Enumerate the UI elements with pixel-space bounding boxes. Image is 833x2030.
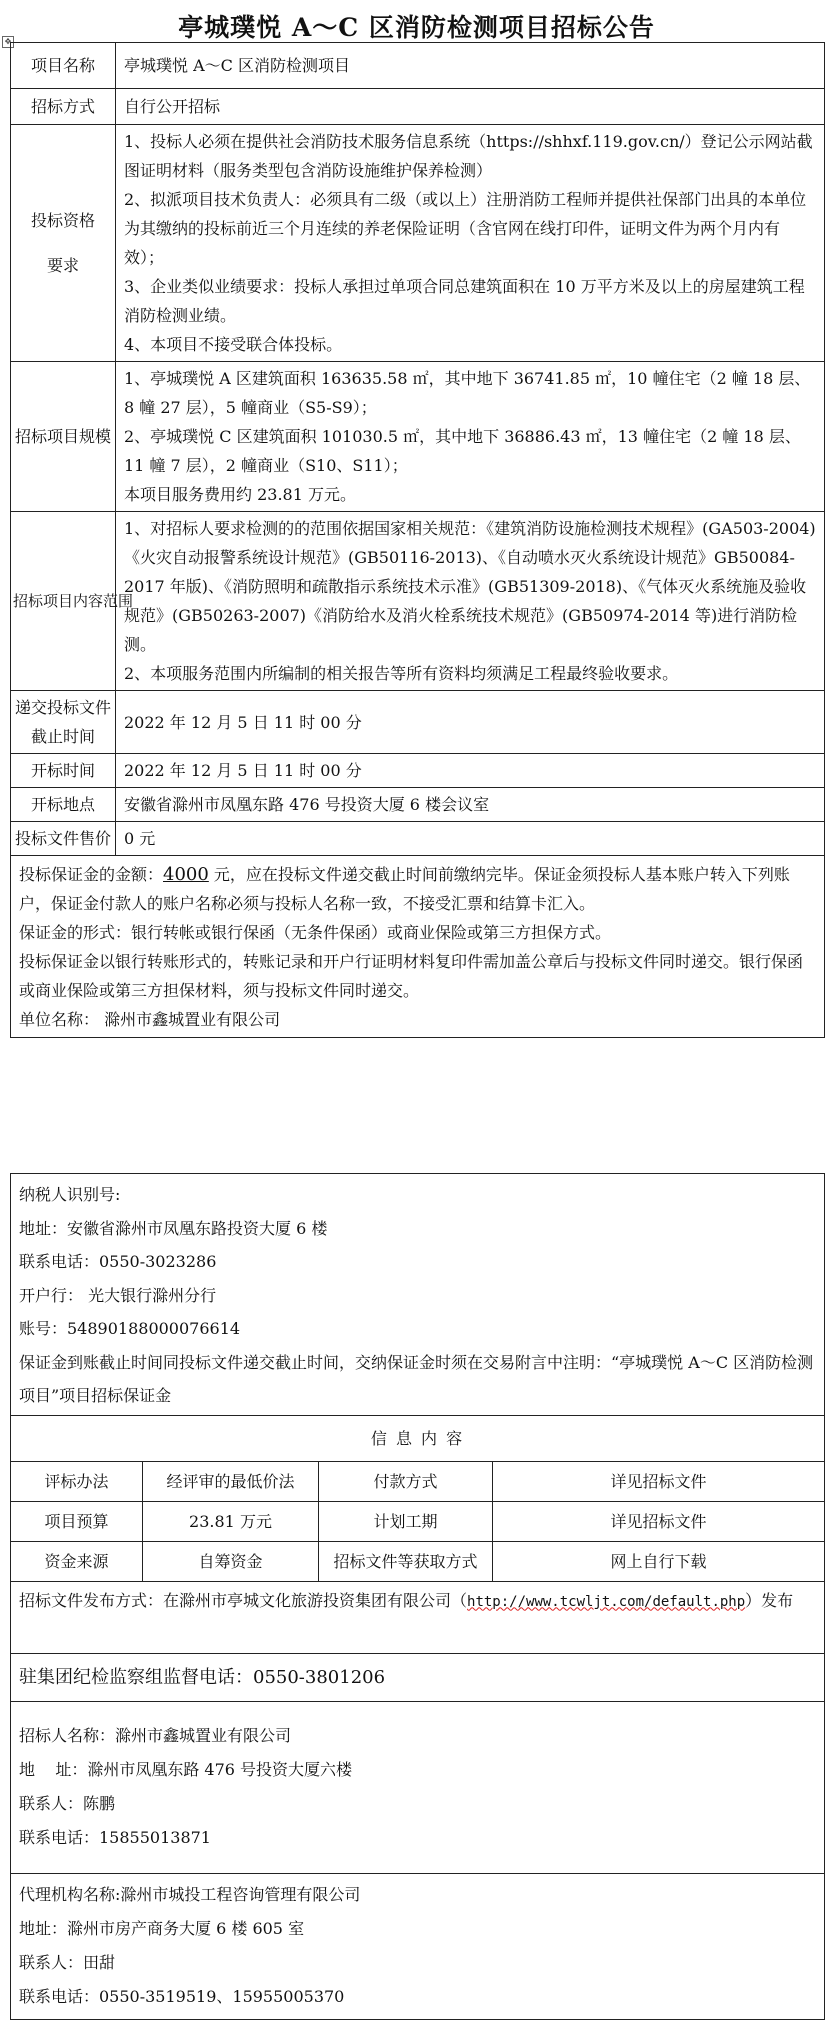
info-header: 信 息 内 容: [11, 1415, 825, 1461]
row-opening-time: [11, 754, 825, 788]
bank-phone: 联系电话：0550-3023286: [19, 1252, 217, 1271]
info-cell: 23.81 万元: [143, 1501, 319, 1541]
row-supervision: [11, 1653, 825, 1701]
qualification-item-4: 4、本项目不接受联合体投标。: [124, 335, 343, 354]
deposit-unit: 单位名称： 滁州市鑫城置业有限公司: [19, 1010, 281, 1029]
main-table: [10, 42, 825, 1038]
bank-info-cell: [11, 1174, 825, 1416]
info-row: [11, 1541, 825, 1581]
scale-item-1: 1、亭城璞悦 A 区建筑面积 163635.58 ㎡，其中地下 36741.85 ㎡，10 幢住宅（2 幢 18 层、8 幢 27 层），5 幢商业（S5-S9）；: [124, 369, 811, 417]
doc-price-label: 投标文件售价: [11, 822, 116, 856]
tender-method-value: 自行公开招标: [116, 89, 825, 125]
info-cell: 资金来源: [11, 1541, 143, 1581]
row-agency: [11, 1873, 825, 2019]
info-cell: 自筹资金: [143, 1541, 319, 1581]
opening-time-value: 2022 年 12 月 5 日 11 时 00 分: [116, 754, 825, 788]
agency-contact: 联系人：田甜: [19, 1953, 116, 1972]
tenderer-cell: [11, 1701, 825, 1873]
info-row: [11, 1461, 825, 1501]
info-cell: 详见招标文件: [493, 1461, 825, 1501]
publish-cell: [11, 1581, 825, 1653]
content-item-1: 1、对招标人要求检测的的范围依据国家相关规范：《建筑消防设施检测技术规程》(GA503-2004) 《火灾自动报警系统设计规范》(GB50116-2013)、《自动喷水灭火系统设计规范》GB50084-2017 年版)、《消防照明和疏散指示系统技术示准》(GB51309-2018)、《气体灭火系统施及验收规范》(GB50263-2007)《消防给水及消火栓系统技术规范》(GB50974-2014 等)进行消防检测。: [124, 519, 816, 654]
info-cell: 经评审的最低价法: [143, 1461, 319, 1501]
deposit-cell: [11, 856, 825, 1038]
tenderer-phone: 联系电话：15855013871: [19, 1828, 211, 1847]
deadline-label-line1: 递交投标文件: [14, 698, 111, 717]
tenderer-name: 招标人名称：滁州市鑫城置业有限公司: [19, 1726, 292, 1745]
deposit-amount: 4000: [163, 864, 209, 885]
info-cell: 付款方式: [319, 1461, 493, 1501]
agency-address: 地址：滁州市房产商务大厦 6 楼 605 室: [19, 1919, 305, 1938]
doc-price-value: 0 元: [116, 822, 825, 856]
row-bank-info: [11, 1174, 825, 1416]
deposit-amount-paragraph: [19, 860, 816, 918]
deposit-note: 保证金到账截止时间同投标文件递交截止时间，交纳保证金时须在交易附言中注明：“亭城璞悦 A～C 区消防检测项目”项目招标保证金: [19, 1352, 814, 1405]
row-project-name: [11, 43, 825, 89]
row-scale: [11, 362, 825, 512]
deadline-label-line2: 截止时间: [30, 727, 95, 746]
scale-item-2: 2、亭城璞悦 C 区建筑面积 101030.5 ㎡，其中地下 36886.43 ㎡，13 幢住宅（2 幢 18 层、11 幢 7 层），2 幢商业（S10、S11）；: [124, 427, 801, 475]
info-cell: 招标文件等获取方式: [319, 1541, 493, 1581]
qualification-label-line1: 投标资格: [30, 211, 95, 230]
taxpayer-id: 纳税人识别号:: [19, 1185, 121, 1204]
info-cell: 项目预算: [11, 1501, 143, 1541]
qualification-label-line2: 要求: [46, 256, 79, 275]
publish-suffix: ）发布: [745, 1590, 794, 1610]
row-publish: [11, 1581, 825, 1653]
qualification-item-1: 1、投标人必须在提供社会消防技术服务信息系统（https://shhxf.119.gov.cn/）登记公示网站截图证明材料（服务类型包含消防设施维护保养检测）: [124, 132, 813, 180]
opening-place-label: 开标地点: [11, 788, 116, 822]
publish-url-link[interactable]: http://www.tcwljt.com/default.php: [467, 1593, 746, 1610]
publish-prefix: 招标文件发布方式：在滁州市亭城文化旅游投资集团有限公司（: [19, 1590, 468, 1610]
tenderer-address: 地 址：滁州市凤凰东路 476 号投资大厦六楼: [19, 1760, 353, 1779]
info-cell: 网上自行下载: [493, 1541, 825, 1581]
qualification-item-2: 2、拟派项目技术负责人：必须具有二级（或以上）注册消防工程师并提供社保部门出具的本单位为其缴纳的投标前近三个月连续的养老保险证明（含官网在线打印件，证明文件为两个月内有效）；: [124, 190, 807, 267]
bank-address: 地址：安徽省滁州市凤凰东路投资大厦 6 楼: [19, 1218, 328, 1238]
qualification-label: [11, 125, 116, 362]
row-info-header: [11, 1415, 825, 1461]
info-table: [10, 1173, 825, 2020]
content-item-2: 2、本项服务范围内所编制的相关报告等所有资料均须满足工程最终验收要求。: [124, 664, 679, 683]
row-deadline: [11, 691, 825, 754]
deposit-amount-suffix: 元，应在投标文件递交截止时间前缴纳完毕。保证金须投标人基本账户转入下列账户，保证金付款人的账户名称必须与投标人名称一致，不接受汇票和结算卡汇入。: [19, 865, 790, 913]
project-name-label: 项目名称: [11, 43, 116, 89]
qualification-item-3: 3、企业类似业绩要求：投标人承担过单项合同总建筑面积在 10 万平方米及以上的房屋建筑工程消防检测业绩。: [124, 277, 805, 325]
agency-cell: [11, 1873, 825, 2019]
table-move-handle-icon[interactable]: ✥: [2, 36, 14, 48]
content-label: 招标项目内容范围: [11, 512, 116, 691]
project-name-value: 亭城璞悦 A～C 区消防检测项目: [116, 43, 825, 89]
page-title: 亭城璞悦 A～C 区消防检测项目招标公告: [178, 13, 655, 42]
scale-item-3: 本项目服务费用约 23.81 万元。: [124, 485, 356, 504]
opening-time-label: 开标时间: [11, 754, 116, 788]
deposit-form: 保证金的形式：银行转帐或银行保函（无条件保函）或商业保险或第三方担保方式。: [19, 923, 612, 942]
row-doc-price: [11, 822, 825, 856]
tender-method-label: 招标方式: [11, 89, 116, 125]
scale-value: [116, 362, 825, 512]
row-content: [11, 512, 825, 691]
content-value: [116, 512, 825, 691]
deadline-value: 2022 年 12 月 5 日 11 时 00 分: [116, 691, 825, 754]
info-cell: 计划工期: [319, 1501, 493, 1541]
row-opening-place: [11, 788, 825, 822]
agency-phone: 联系电话：0550-3519519、15955005370: [19, 1987, 345, 2006]
info-row: [11, 1501, 825, 1541]
deposit-transfer: 投标保证金以银行转账形式的，转账记录和开户行证明材料复印件需加盖公章后与投标文件同时递交。银行保函或商业保险或第三方担保材料，须与投标文件同时递交。: [19, 952, 804, 1000]
deposit-amount-prefix: 投标保证金的金额：: [19, 865, 164, 884]
agency-name: 代理机构名称:滁州市城投工程咨询管理有限公司: [19, 1885, 361, 1904]
row-deposit: [11, 856, 825, 1038]
row-tender-method: [11, 89, 825, 125]
row-qualification: [11, 125, 825, 362]
qualification-value: [116, 125, 825, 362]
bank-account: 账号：54890188000076614: [19, 1319, 241, 1338]
info-cell: 评标办法: [11, 1461, 143, 1501]
scale-label: 招标项目规模: [11, 362, 116, 512]
opening-place-value: 安徽省滁州市凤凰东路 476 号投资大厦 6 楼会议室: [116, 788, 825, 822]
deadline-label: [11, 691, 116, 754]
info-cell: 详见招标文件: [493, 1501, 825, 1541]
row-tenderer: [11, 1701, 825, 1873]
tenderer-contact: 联系人：陈鹏: [19, 1794, 116, 1813]
bank-name: 开户行： 光大银行滁州分行: [19, 1285, 217, 1305]
supervision-cell: 驻集团纪检监察组监督电话：0550-3801206: [11, 1653, 825, 1701]
